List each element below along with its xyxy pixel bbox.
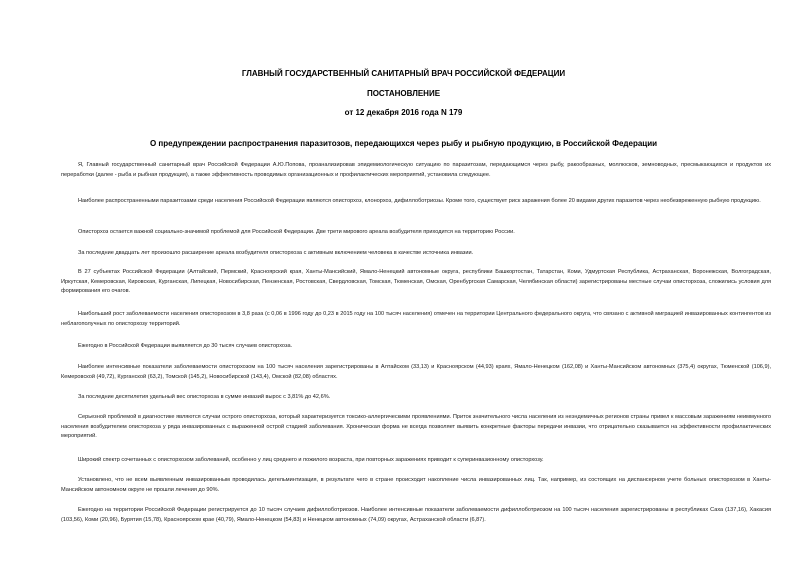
paragraph: За последние десятилетия удельный вес описторхоза в сумме инвазий вырос с 3,81% до 42,6%. (78, 394, 331, 400)
document-date-number: от 12 декабря 2016 года N 179 (344, 108, 463, 117)
paragraph: Наиболее распространенными паразитозами среди населения Российской Федерации являются описторхоз, клонорхоз, дифиллоботриозы. Кроме того, существует риск заражения более 20 видами других паразитов через необезвреженную рыбную продукцию. (78, 198, 761, 204)
paragraph: Наибольший рост заболеваемости населения описторхозом в 3,8 раза (с 0,06 в 1996 году до 0,23 в 2015 году на 100 тысяч населения) отмечен на территории Центрального федерального округа, что связано с активной миграцией инвазированных контингентов из неблагополучных по описторхозу территорий. (61, 311, 771, 327)
paragraph: Ежегодно в Российской Федерации выявляется до 30 тысяч случаев описторхоза. (78, 343, 293, 349)
document-title: О предупреждении распространения паразитозов, передающихся через рыбу и рыбную продукцию, в Российской Федерации (149, 139, 658, 148)
issuing-authority: ГЛАВНЫЙ ГОСУДАРСТВЕННЫЙ САНИТАРНЫЙ ВРАЧ РОССИЙСКОЙ ФЕДЕРАЦИИ (241, 69, 566, 78)
paragraph: Я, Главный государственный санитарный врач Российской Федерации А.Ю.Попова, проанализировав эпидемиологическую ситуацию по паразитозам, передающимся через рыбу, ракообразных, моллюсков, земноводных, пресмыкающихся и продуктов их переработки (далее - рыба и рыбная продукция), а также эффективность проводимых организационных и профилактических мероприятий, установила следующее. (61, 162, 771, 178)
paragraph: Описторхоз остается важной социально-значимой проблемой для Российской Федерации. Две трети мирового ареала возбудителя приходится на территорию России. (78, 229, 515, 235)
document-type: ПОСТАНОВЛЕНИЕ (366, 89, 441, 98)
paragraph: Наиболее интенсивные показатели заболеваемости описторхозом на 100 тысяч населения зарегистрированы в Алтайском (33,13) и Красноярском (44,93) краях, Ямало-Ненецком (162,08) и Ханты-Мансийском автономных (375,4) округах, Тюменской (106,9), Кемеровской (49,72), Курганской (63,2), Томской (145,2), Новосибирской (143,4), Омской (82,08) областях. (61, 364, 771, 380)
paragraph: Широкий спектр сочетанных с описторхозом заболеваний, особенно у лиц среднего и пожилого возраста, при повторных заражениях приводит к суперинвазионному описторхозу. (78, 457, 544, 463)
paragraph: В 27 субъектах Российской Федерации (Алтайский, Пермский, Красноярский края, Ханты-Мансийский, Ямало-Ненецкий автономные округа, республики Башкортостан, Татарстан, Коми, Удмуртская Республика, Астраханская, Воронежская, Волгоградская, Иркутская, Кемеровская, Кировская, Курганская, Липецкая, Новосибирская, Пензенская, Ростовская, Свердловская, Томская, Тюменская, Омская, Оренбургская Самарская, Челябинская области) зарегистрированы местные случаи описторхоза, сложились условия для формирования его очагов. (61, 269, 771, 294)
paragraph: Установлено, что не всем выявленным инвазированным проводилась дегельминтизация, в результате чего в стране происходит накопление числа инвазированных лиц. Так, например, из состоящих на диспансерном учете больных описторхозом в Ханты-Мансийском автономном округе не прошли лечения до 90%. (61, 477, 771, 493)
paragraph: За последние двадцать лет произошло расширение ареала возбудителя описторхоза с активным включением человека в качестве источника инвазии. (78, 250, 474, 256)
paragraph: Ежегодно на территории Российской Федерации регистрируется до 10 тысяч случаев дифиллоботриозов. Наиболее интенсивные показатели заболеваемости дифиллоботриозом на 100 тысяч населения зарегистрированы в республиках Саха (137,16), Хакасия (103,56), Коми (20,96), Бурятия (15,78), Красноярском крае (40,79), Ямало-Ненецком (54,83) и Ненецком автономных (74,09) округах, Астраханской области (6,87). (61, 507, 771, 523)
paragraph: Серьезной проблемой в диагностике являются случаи острого описторхоза, который характеризуется токсико-аллергическими проявлениями. Приток значительного числа населения из неэндемичных регионов страны привел к массовым заражениям неиммунного населения возбудителем описторхоза у ряда инвазированных с выраженной острой стадией заболевания. Хроническая форма не всегда позволяет выявить конкретные факторы передачи инвазии, что отрицательно сказывается на эффективности профилактических мероприятий. (61, 414, 771, 439)
